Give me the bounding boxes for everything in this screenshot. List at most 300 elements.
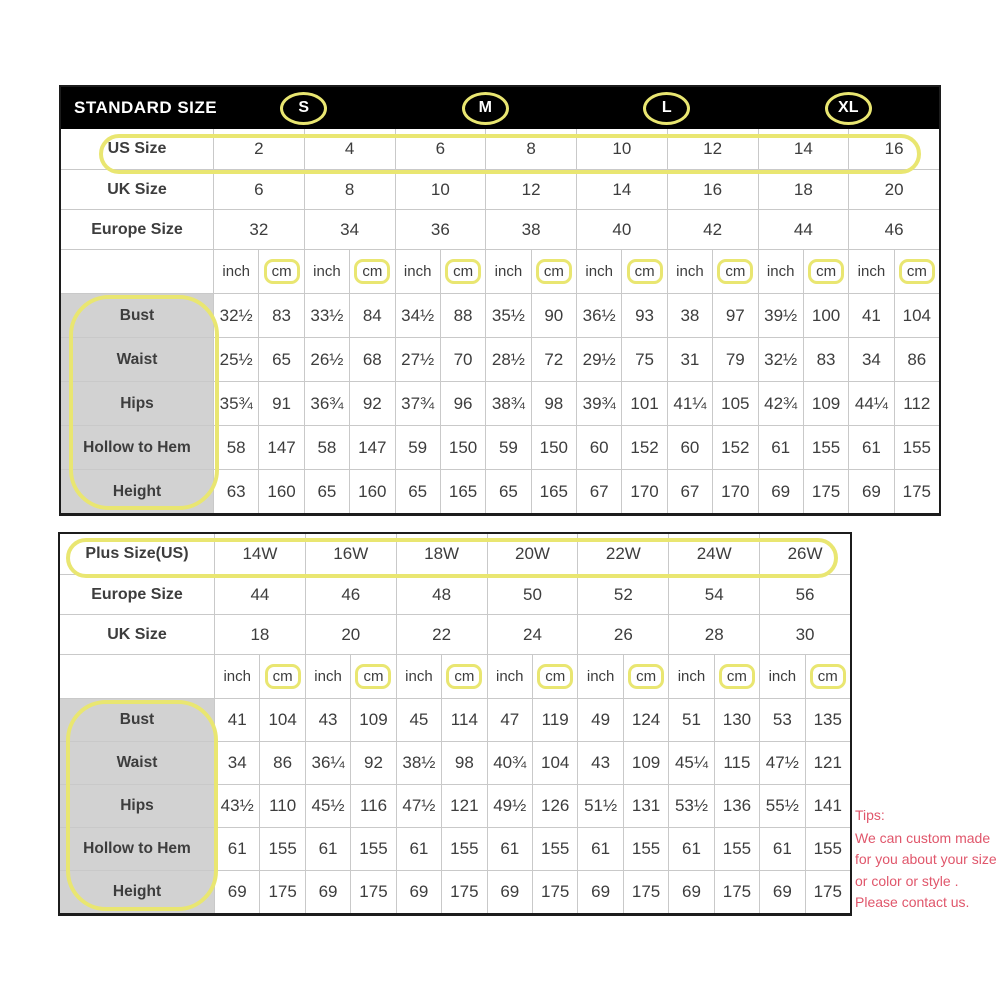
size-oval-l xyxy=(643,92,690,125)
measure-value-cell: 43½ xyxy=(214,784,259,827)
tips-note xyxy=(855,805,997,914)
row-label-hips: Hips xyxy=(61,381,213,425)
measure-value-cell: 141 xyxy=(805,784,850,827)
size-value-cell: 46 xyxy=(305,574,396,614)
inch-label: inch xyxy=(214,654,259,698)
measure-value-cell: 92 xyxy=(349,381,394,425)
measure-value-cell: 97 xyxy=(712,293,757,337)
table-row xyxy=(60,870,850,913)
inch-label: inch xyxy=(485,249,530,293)
size-value-cell: 48 xyxy=(396,574,487,614)
measure-value-cell: 121 xyxy=(805,741,850,784)
measure-value-cell: 84 xyxy=(349,293,394,337)
measure-value-cell: 165 xyxy=(440,469,485,513)
measure-value-cell: 98 xyxy=(531,381,576,425)
plus-size-table xyxy=(58,532,852,916)
cm-cell xyxy=(259,654,304,698)
measure-value-cell: 45 xyxy=(396,698,441,741)
measure-value-cell: 61 xyxy=(758,425,803,469)
measure-value-cell: 58 xyxy=(213,425,258,469)
measure-value-cell: 31 xyxy=(667,337,712,381)
measure-value-cell: 104 xyxy=(894,293,939,337)
measure-value-cell: 61 xyxy=(848,425,893,469)
standard-size-rows xyxy=(61,129,939,513)
cm-box: cm xyxy=(719,664,755,689)
measure-value-cell: 38¾ xyxy=(485,381,530,425)
size-oval-xl xyxy=(825,92,872,125)
measure-value-cell: 155 xyxy=(623,827,668,870)
measure-value-cell: 65 xyxy=(258,337,303,381)
table-row xyxy=(60,784,850,827)
size-value-cell: 16W xyxy=(305,534,396,574)
cm-cell xyxy=(714,654,759,698)
size-group-label: XL xyxy=(838,99,859,116)
tips-line: or color or style . xyxy=(855,872,959,889)
measure-value-cell: 75 xyxy=(621,337,666,381)
measure-value-cell: 39½ xyxy=(758,293,803,337)
measure-value-cell: 98 xyxy=(441,741,486,784)
size-value-cell: 14 xyxy=(576,169,667,209)
measure-value-cell: 175 xyxy=(623,870,668,913)
measure-value-cell: 175 xyxy=(350,870,395,913)
measure-value-cell: 39¾ xyxy=(576,381,621,425)
measure-value-cell: 104 xyxy=(259,698,304,741)
size-value-cell: 44 xyxy=(214,574,305,614)
measure-value-cell: 72 xyxy=(531,337,576,381)
measure-value-cell: 160 xyxy=(258,469,303,513)
tips-line: We can custom made xyxy=(855,829,991,846)
measure-value-cell: 69 xyxy=(848,469,893,513)
measure-value-cell: 43 xyxy=(577,741,622,784)
size-value-cell: 44 xyxy=(758,209,849,249)
size-group-s xyxy=(213,92,395,125)
measure-value-cell: 41 xyxy=(214,698,259,741)
size-group-label: L xyxy=(661,99,672,116)
measure-value-cell: 33½ xyxy=(304,293,349,337)
measure-value-cell: 47½ xyxy=(396,784,441,827)
measure-value-cell: 83 xyxy=(258,293,303,337)
cm-cell xyxy=(258,249,303,293)
measure-value-cell: 55½ xyxy=(759,784,804,827)
size-value-cell: 16 xyxy=(667,169,758,209)
row-label-hollow-to-hem: Hollow to Hem xyxy=(60,827,214,870)
inch-label: inch xyxy=(487,654,532,698)
size-value-cell: 12 xyxy=(485,169,576,209)
table-row xyxy=(61,209,939,249)
measure-value-cell: 32½ xyxy=(213,293,258,337)
cm-cell xyxy=(531,249,576,293)
measure-value-cell: 69 xyxy=(487,870,532,913)
standard-size-header-bar xyxy=(61,87,939,129)
cm-cell xyxy=(349,249,394,293)
measure-value-cell: 152 xyxy=(621,425,666,469)
measure-value-cell: 65 xyxy=(395,469,440,513)
measure-value-cell: 150 xyxy=(531,425,576,469)
measure-value-cell: 116 xyxy=(350,784,395,827)
cm-box: cm xyxy=(446,664,482,689)
measure-value-cell: 26½ xyxy=(304,337,349,381)
measure-value-cell: 35½ xyxy=(485,293,530,337)
measure-value-cell: 147 xyxy=(349,425,394,469)
cm-box: cm xyxy=(265,664,301,689)
row-label-uk-size: UK Size xyxy=(60,614,214,654)
measure-value-cell: 96 xyxy=(440,381,485,425)
row-label-uk-size: UK Size xyxy=(61,169,213,209)
row-label-bust: Bust xyxy=(61,293,213,337)
measure-value-cell: 63 xyxy=(213,469,258,513)
size-group-label: S xyxy=(298,99,310,116)
size-value-cell: 10 xyxy=(395,169,486,209)
size-group-m xyxy=(395,92,577,125)
size-value-cell: 14W xyxy=(214,534,305,574)
measure-value-cell: 49½ xyxy=(487,784,532,827)
measure-value-cell: 53 xyxy=(759,698,804,741)
size-value-cell: 10 xyxy=(576,129,667,169)
measure-value-cell: 109 xyxy=(350,698,395,741)
measure-value-cell: 86 xyxy=(894,337,939,381)
measure-value-cell: 110 xyxy=(259,784,304,827)
table-row xyxy=(60,741,850,784)
cm-cell xyxy=(894,249,939,293)
size-value-cell: 54 xyxy=(668,574,759,614)
measure-value-cell: 27½ xyxy=(395,337,440,381)
size-value-cell: 26W xyxy=(759,534,850,574)
size-value-cell: 56 xyxy=(759,574,850,614)
cm-cell xyxy=(440,249,485,293)
size-oval-s xyxy=(280,92,327,125)
measure-value-cell: 58 xyxy=(304,425,349,469)
cm-box: cm xyxy=(445,259,481,284)
inch-label: inch xyxy=(304,249,349,293)
measure-value-cell: 40¾ xyxy=(487,741,532,784)
measure-value-cell: 65 xyxy=(304,469,349,513)
size-value-cell: 36 xyxy=(395,209,486,249)
unit-row xyxy=(61,249,939,293)
row-label-bust: Bust xyxy=(60,698,214,741)
measure-value-cell: 155 xyxy=(805,827,850,870)
measure-value-cell: 45¼ xyxy=(668,741,713,784)
row-label-waist: Waist xyxy=(60,741,214,784)
size-value-cell: 22W xyxy=(577,534,668,574)
row-label-hollow-to-hem: Hollow to Hem xyxy=(61,425,213,469)
measure-value-cell: 61 xyxy=(577,827,622,870)
inch-label: inch xyxy=(667,249,712,293)
measure-value-cell: 69 xyxy=(759,870,804,913)
size-value-cell: 18 xyxy=(214,614,305,654)
measure-value-cell: 150 xyxy=(440,425,485,469)
cm-cell xyxy=(805,654,850,698)
measure-value-cell: 175 xyxy=(532,870,577,913)
measure-value-cell: 69 xyxy=(758,469,803,513)
measure-value-cell: 112 xyxy=(894,381,939,425)
measure-value-cell: 37¾ xyxy=(395,381,440,425)
measure-value-cell: 41 xyxy=(848,293,893,337)
inch-label: inch xyxy=(305,654,350,698)
size-value-cell: 20 xyxy=(848,169,939,209)
measure-value-cell: 34 xyxy=(848,337,893,381)
measure-value-cell: 36¾ xyxy=(304,381,349,425)
size-value-cell: 14 xyxy=(758,129,849,169)
size-value-cell: 20 xyxy=(305,614,396,654)
size-value-cell: 2 xyxy=(213,129,304,169)
measure-value-cell: 175 xyxy=(441,870,486,913)
cm-cell xyxy=(712,249,757,293)
size-value-cell: 24 xyxy=(487,614,578,654)
unit-row-label xyxy=(61,249,213,293)
row-label-europe-size: Europe Size xyxy=(60,574,214,614)
measure-value-cell: 44¼ xyxy=(848,381,893,425)
size-value-cell: 50 xyxy=(487,574,578,614)
measure-value-cell: 155 xyxy=(714,827,759,870)
measure-value-cell: 28½ xyxy=(485,337,530,381)
size-group-l xyxy=(576,92,758,125)
size-value-cell: 18 xyxy=(758,169,849,209)
size-value-cell: 8 xyxy=(485,129,576,169)
measure-value-cell: 34½ xyxy=(395,293,440,337)
measure-value-cell: 175 xyxy=(714,870,759,913)
inch-label: inch xyxy=(759,654,804,698)
measure-value-cell: 175 xyxy=(259,870,304,913)
row-label-us-size: US Size xyxy=(107,140,167,157)
measure-value-cell: 104 xyxy=(532,741,577,784)
measure-value-cell: 126 xyxy=(532,784,577,827)
measure-value-cell: 175 xyxy=(894,469,939,513)
measure-value-cell: 47 xyxy=(487,698,532,741)
measure-value-cell: 67 xyxy=(667,469,712,513)
measure-value-cell: 65 xyxy=(485,469,530,513)
measure-value-cell: 92 xyxy=(350,741,395,784)
cm-box: cm xyxy=(810,664,846,689)
table-row xyxy=(60,534,850,574)
measure-value-cell: 69 xyxy=(577,870,622,913)
measure-value-cell: 61 xyxy=(305,827,350,870)
inch-label: inch xyxy=(213,249,258,293)
size-value-cell: 40 xyxy=(576,209,667,249)
measure-value-cell: 51½ xyxy=(577,784,622,827)
size-value-cell: 12 xyxy=(667,129,758,169)
measure-value-cell: 45½ xyxy=(305,784,350,827)
table-row xyxy=(61,129,939,169)
measure-value-cell: 152 xyxy=(712,425,757,469)
cm-cell xyxy=(803,249,848,293)
measure-value-cell: 69 xyxy=(396,870,441,913)
table-row xyxy=(60,614,850,654)
table-row xyxy=(60,698,850,741)
cm-cell xyxy=(441,654,486,698)
measure-value-cell: 121 xyxy=(441,784,486,827)
inch-label: inch xyxy=(848,249,893,293)
measure-value-cell: 38½ xyxy=(396,741,441,784)
row-label-waist: Waist xyxy=(61,337,213,381)
measure-value-cell: 136 xyxy=(714,784,759,827)
row-label-hips: Hips xyxy=(60,784,214,827)
plus-size-rows xyxy=(60,534,850,913)
row-label-europe-size: Europe Size xyxy=(61,209,213,249)
measure-value-cell: 170 xyxy=(712,469,757,513)
size-value-cell: 28 xyxy=(668,614,759,654)
measure-value-cell: 38 xyxy=(667,293,712,337)
tips-line: Please contact us. xyxy=(855,894,970,910)
table-row xyxy=(61,469,939,513)
table-row xyxy=(61,169,939,209)
measure-value-cell: 61 xyxy=(396,827,441,870)
measure-value-cell: 165 xyxy=(531,469,576,513)
measure-value-cell: 175 xyxy=(803,469,848,513)
row-label-height: Height xyxy=(60,870,214,913)
measure-value-cell: 155 xyxy=(894,425,939,469)
cm-cell xyxy=(621,249,666,293)
measure-value-cell: 61 xyxy=(759,827,804,870)
cm-box: cm xyxy=(628,664,664,689)
size-group-xl xyxy=(758,92,940,125)
inch-label: inch xyxy=(395,249,440,293)
cm-cell xyxy=(350,654,395,698)
measure-value-cell: 41¼ xyxy=(667,381,712,425)
table-row xyxy=(60,574,850,614)
measure-value-cell: 35¾ xyxy=(213,381,258,425)
inch-label: inch xyxy=(668,654,713,698)
size-value-cell: 8 xyxy=(304,169,395,209)
measure-value-cell: 69 xyxy=(214,870,259,913)
measure-value-cell: 83 xyxy=(803,337,848,381)
size-value-cell: 38 xyxy=(485,209,576,249)
measure-value-cell: 61 xyxy=(487,827,532,870)
measure-value-cell: 131 xyxy=(623,784,668,827)
size-value-cell: 30 xyxy=(759,614,850,654)
measure-value-cell: 119 xyxy=(532,698,577,741)
size-value-cell: 20W xyxy=(487,534,578,574)
cm-box: cm xyxy=(355,664,391,689)
measure-value-cell: 115 xyxy=(714,741,759,784)
measure-value-cell: 88 xyxy=(440,293,485,337)
cm-box: cm xyxy=(354,259,390,284)
size-value-cell: 42 xyxy=(667,209,758,249)
measure-value-cell: 155 xyxy=(803,425,848,469)
table-row xyxy=(61,293,939,337)
measure-value-cell: 91 xyxy=(258,381,303,425)
measure-value-cell: 175 xyxy=(805,870,850,913)
measure-value-cell: 51 xyxy=(668,698,713,741)
measure-value-cell: 42¾ xyxy=(758,381,803,425)
measure-value-cell: 25½ xyxy=(213,337,258,381)
size-value-cell: 46 xyxy=(848,209,939,249)
size-value-cell: 6 xyxy=(395,129,486,169)
table-row xyxy=(61,337,939,381)
size-value-cell: 24W xyxy=(668,534,759,574)
measure-value-cell: 155 xyxy=(259,827,304,870)
tips-title: Tips: xyxy=(855,807,885,823)
measure-value-cell: 109 xyxy=(623,741,668,784)
measure-value-cell: 59 xyxy=(485,425,530,469)
tips-line: for you about your size xyxy=(855,851,997,867)
measure-value-cell: 70 xyxy=(440,337,485,381)
standard-size-table xyxy=(59,85,941,516)
row-label-plus-size-us: Plus Size(US) xyxy=(85,545,189,562)
measure-value-cell: 67 xyxy=(576,469,621,513)
cm-box: cm xyxy=(537,664,573,689)
table-row xyxy=(61,425,939,469)
measure-value-cell: 69 xyxy=(305,870,350,913)
unit-row xyxy=(60,654,850,698)
cm-box: cm xyxy=(808,259,844,284)
size-value-cell: 32 xyxy=(213,209,304,249)
size-group-label: M xyxy=(478,99,492,116)
inch-label: inch xyxy=(396,654,441,698)
row-label-height: Height xyxy=(61,469,213,513)
cm-box: cm xyxy=(717,259,753,284)
measure-value-cell: 36¼ xyxy=(305,741,350,784)
size-value-cell: 18W xyxy=(396,534,487,574)
measure-value-cell: 93 xyxy=(621,293,666,337)
cm-cell xyxy=(623,654,668,698)
measure-value-cell: 59 xyxy=(395,425,440,469)
measure-value-cell: 47½ xyxy=(759,741,804,784)
measure-value-cell: 155 xyxy=(532,827,577,870)
measure-value-cell: 100 xyxy=(803,293,848,337)
table-row xyxy=(60,827,850,870)
cm-box: cm xyxy=(536,259,572,284)
cm-box: cm xyxy=(627,259,663,284)
size-value-cell: 34 xyxy=(304,209,395,249)
measure-value-cell: 105 xyxy=(712,381,757,425)
measure-value-cell: 160 xyxy=(349,469,394,513)
measure-value-cell: 68 xyxy=(349,337,394,381)
measure-value-cell: 36½ xyxy=(576,293,621,337)
cm-box: cm xyxy=(899,259,935,284)
measure-value-cell: 79 xyxy=(712,337,757,381)
measure-value-cell: 124 xyxy=(623,698,668,741)
size-value-cell: 6 xyxy=(213,169,304,209)
measure-value-cell: 43 xyxy=(305,698,350,741)
measure-value-cell: 34 xyxy=(214,741,259,784)
measure-value-cell: 147 xyxy=(258,425,303,469)
measure-value-cell: 130 xyxy=(714,698,759,741)
inch-label: inch xyxy=(758,249,803,293)
unit-row-label xyxy=(60,654,214,698)
measure-value-cell: 61 xyxy=(668,827,713,870)
measure-value-cell: 53½ xyxy=(668,784,713,827)
measure-value-cell: 32½ xyxy=(758,337,803,381)
measure-value-cell: 155 xyxy=(350,827,395,870)
measure-value-cell: 155 xyxy=(441,827,486,870)
measure-value-cell: 135 xyxy=(805,698,850,741)
size-oval-m xyxy=(462,92,509,125)
table-row xyxy=(61,381,939,425)
inch-label: inch xyxy=(577,654,622,698)
size-value-cell: 16 xyxy=(848,129,939,169)
standard-size-title: STANDARD SIZE xyxy=(74,98,218,117)
size-value-cell: 4 xyxy=(304,129,395,169)
size-value-cell: 26 xyxy=(577,614,668,654)
measure-value-cell: 69 xyxy=(668,870,713,913)
measure-value-cell: 90 xyxy=(531,293,576,337)
cm-box: cm xyxy=(264,259,300,284)
cm-cell xyxy=(532,654,577,698)
measure-value-cell: 60 xyxy=(576,425,621,469)
measure-value-cell: 114 xyxy=(441,698,486,741)
measure-value-cell: 29½ xyxy=(576,337,621,381)
measure-value-cell: 101 xyxy=(621,381,666,425)
measure-value-cell: 60 xyxy=(667,425,712,469)
measure-value-cell: 86 xyxy=(259,741,304,784)
measure-value-cell: 49 xyxy=(577,698,622,741)
measure-value-cell: 61 xyxy=(214,827,259,870)
size-value-cell: 22 xyxy=(396,614,487,654)
measure-value-cell: 109 xyxy=(803,381,848,425)
measure-value-cell: 170 xyxy=(621,469,666,513)
inch-label: inch xyxy=(576,249,621,293)
size-value-cell: 52 xyxy=(577,574,668,614)
